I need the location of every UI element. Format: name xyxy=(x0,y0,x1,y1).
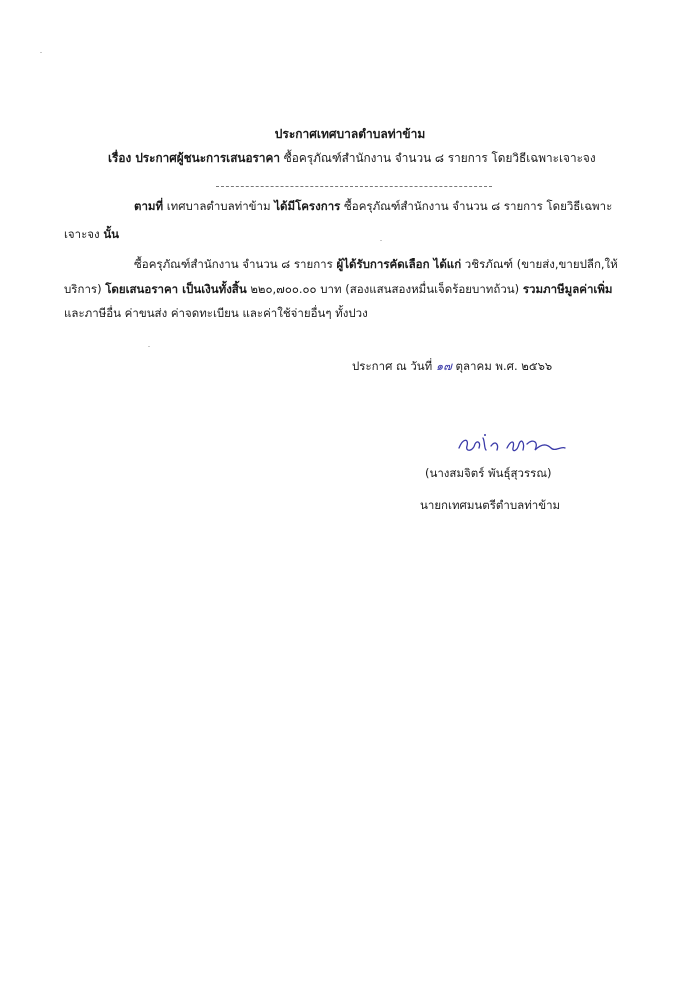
announcement-title: ประกาศเทศบาลตำบลท่าข้าม xyxy=(274,127,426,141)
announcement-subject xyxy=(108,150,596,166)
p4-bold2: รวมภาษีมูลค่าเพิ่ม xyxy=(522,282,613,296)
scan-speck xyxy=(148,346,150,347)
p4-text2: ๒๒๐,๗๐๐.๐๐ บาท (สองแสนสองหมื่นเจ็ดร้อยบาทถ้วน) xyxy=(246,282,523,296)
date-prefix: ประกาศ ณ วันที่ xyxy=(352,359,433,373)
p2-bold: นั้น xyxy=(103,227,120,241)
p1-text: เทศบาลตำบลท่าข้าม xyxy=(163,199,275,213)
p1-text2: ซื้อครุภัณฑ์สำนักงาน จำนวน ๘ รายการ โดยวิธีเฉพาะ xyxy=(340,199,613,213)
body-line-1 xyxy=(134,198,612,214)
p2-text: เจาะจง xyxy=(64,227,104,241)
body-line-4 xyxy=(64,281,613,297)
p4-text: บริการ) xyxy=(64,282,106,296)
p4-bold: โดยเสนอราคา เป็นเงินทั้งสิ้น xyxy=(105,282,247,296)
date-day-handwritten: ๑๗ xyxy=(435,359,452,373)
subject-label: เรื่อง ประกาศผู้ชนะการเสนอราคา xyxy=(108,151,281,165)
p1-lead: ตามที่ xyxy=(134,199,164,213)
signer-name: (นางสมจิตร์ พันธุ์สุวรรณ) xyxy=(425,466,552,480)
p3-text2: วชิรภัณฑ์ (ขายส่ง,ขายปลีก,ให้ xyxy=(461,257,618,271)
p3-bold: ผู้ได้รับการคัดเลือก ได้แก่ xyxy=(336,257,462,271)
p1-bold: ได้มีโครงการ xyxy=(274,199,341,213)
date-rest: ตุลาคม พ.ศ. ๒๕๖๖ xyxy=(451,359,553,373)
scan-speck xyxy=(380,240,382,241)
scan-speck xyxy=(40,52,42,53)
signer-position: นายกเทศมนตรีตำบลท่าข้าม xyxy=(420,498,561,512)
dashed-divider xyxy=(216,186,492,187)
p3-text: ซื้อครุภัณฑ์สำนักงาน จำนวน ๘ รายการ xyxy=(134,257,337,271)
body-line-3 xyxy=(134,256,618,272)
signature xyxy=(455,432,575,460)
body-line-2 xyxy=(64,226,119,242)
subject-detail: ซื้อครุภัณฑ์สำนักงาน จำนวน ๘ รายการ โดยวิธีเฉพาะเจาะจง xyxy=(280,151,596,165)
announcement-date xyxy=(352,358,552,374)
body-line-5: และภาษีอื่น ค่าขนส่ง ค่าจดทะเบียน และค่าใช้จ่ายอื่นๆ ทั้งปวง xyxy=(64,306,368,320)
